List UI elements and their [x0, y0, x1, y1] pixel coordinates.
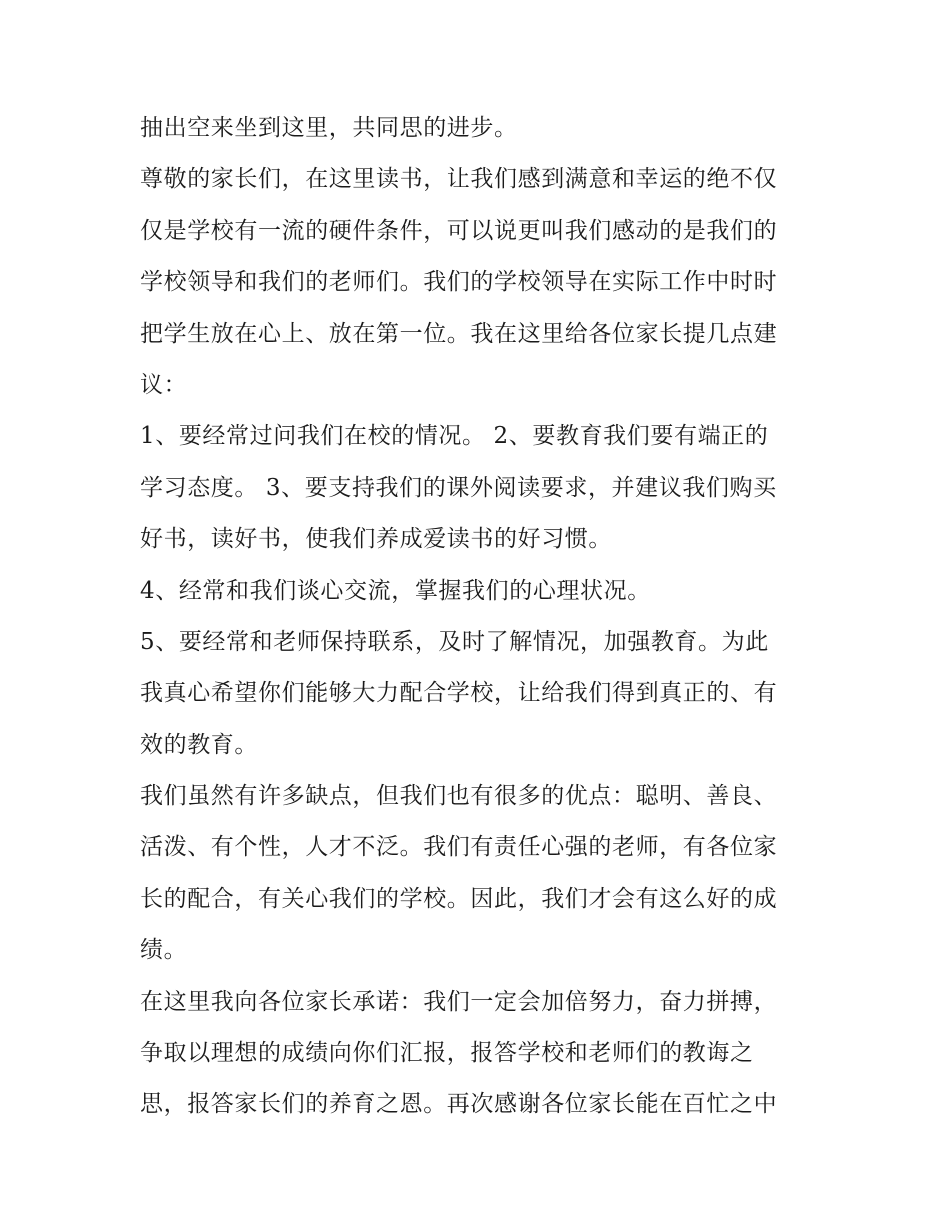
text-line: 在这里我向各位家长承诺：我们一定会加倍努力，奋力拼搏，	[140, 988, 778, 1015]
text-line: 思，报答家长们的养育之恩。再次感谢各位家长能在百忙之中	[140, 1091, 778, 1118]
text-line: 争取以理想的成绩向你们汇报，报答学校和老师们的教诲之	[140, 1040, 754, 1067]
text-line: 活泼、有个性，人才不泛。我们有责任心强的老师，有各位家	[140, 834, 778, 861]
text-line: 学习态度。 3、要支持我们的课外阅读要求，并建议我们购买	[140, 474, 777, 501]
text-line: 把学生放在心上、放在第一位。我在这里给各位家长提几点建	[140, 320, 778, 347]
document-body	[140, 103, 820, 1131]
text-line: 好书，读好书，使我们养成爱读书的好习惯。	[140, 526, 612, 553]
text-line: 长的配合，有关心我们的学校。因此，我们才会有这么好的成	[140, 885, 778, 912]
text-line: 我真心希望你们能够大力配合学校，让给我们得到真正的、有	[140, 680, 778, 707]
text-line: 效的教育。	[140, 731, 258, 758]
text-line: 仅是学校有一流的硬件条件，可以说更叫我们感动的是我们的	[140, 217, 778, 244]
text-line: 5、要经常和老师保持联系，及时了解情况，加强教育。为此	[140, 628, 769, 655]
text-line: 议：	[140, 371, 188, 398]
text-line: 绩。	[140, 937, 188, 964]
text-line: 抽出空来坐到这里，共同思的进步。	[140, 115, 518, 141]
text-line: 4、经常和我们谈心交流，掌握我们的心理状况。	[140, 577, 651, 604]
text-line: 尊敬的家长们，在这里读书，让我们感到满意和幸运的绝不仅	[140, 166, 778, 193]
text-line: 学校领导和我们的老师们。我们的学校领导在实际工作中时时	[140, 269, 778, 296]
text-line: 我们虽然有许多缺点，但我们也有很多的优点：聪明、善良、	[140, 783, 778, 810]
text-line: 1、要经常过问我们在校的情况。 2、要教育我们要有端正的	[140, 423, 769, 450]
